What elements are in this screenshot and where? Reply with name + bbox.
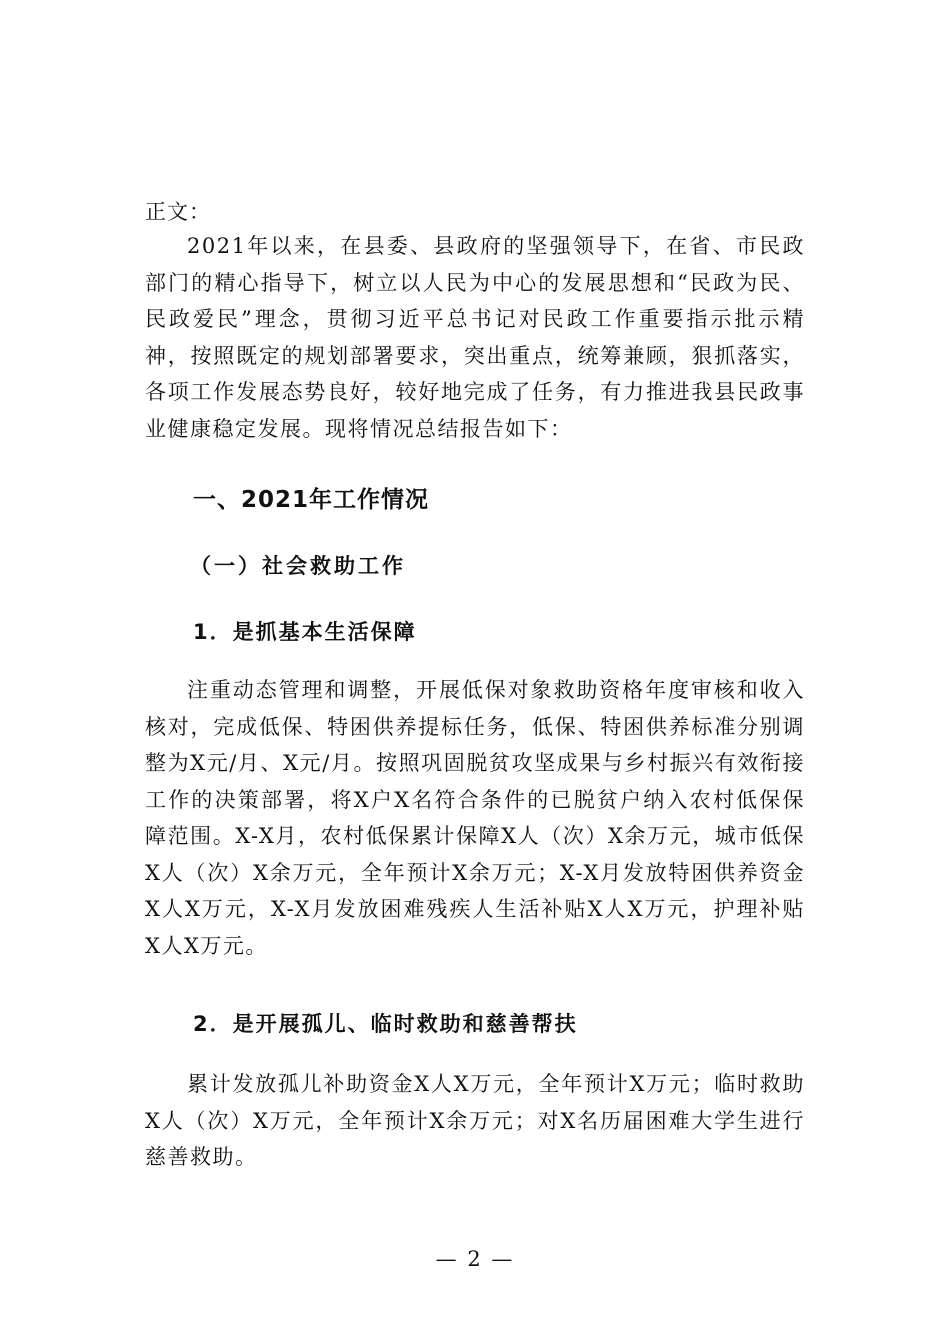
section-heading-2021-work: 一、2021年工作情况 xyxy=(193,487,430,513)
item-paragraph-orphan-relief: 累计发放孤儿补助资金X人X万元，全年预计X万元；临时救助X人（次）X万元，全年预计X余万元；对X名历届困难大学生进行慈善救助。 xyxy=(145,1072,805,1169)
item-paragraph-basic-living: 注重动态管理和调整，开展低保对象救助资格年度审核和收入核对，完成低保、特困供养提标任务，低保、特困供养标准分别调整为X元/月、X元/月。按照巩固脱贫攻坚成果与乡村振兴有效衔接工作的决策部署，将X户X名符合条件的已脱贫户纳入农村低保保障范围。X-X月，农村低保累计保障X人（次）X余万元，城市低保X人（次）X余万元，全年预计X余万元；X-X月发放特困供养资金X人X万元，X-X月发放困难残疾人生活补贴X人X万元，护理补贴X人X万元。 xyxy=(145,678,805,958)
item-heading-orphan-relief: 2．是开展孤儿、临时救助和慈善帮扶 xyxy=(193,1012,578,1036)
intro-paragraph: 2021年以来，在县委、县政府的坚强领导下，在省、市民政部门的精心指导下，树立以人民为中心的发展思想和“民政为民、民政爱民”理念，贯彻习近平总书记对民政工作重要指示批示精神，按照既定的规划部署要求，突出重点，统筹兼顾，狠抓落实，各项工作发展态势良好，较好地完成了任务，有力推进我县民政事业健康稳定发展。现将情况总结报告如下： xyxy=(145,234,805,441)
page-number: — 2 — xyxy=(435,1247,515,1271)
body-label: 正文： xyxy=(145,200,211,224)
item-heading-basic-living: 1．是抓基本生活保障 xyxy=(193,620,417,644)
subsection-heading-social-assistance: （一）社会救助工作 xyxy=(190,554,406,578)
